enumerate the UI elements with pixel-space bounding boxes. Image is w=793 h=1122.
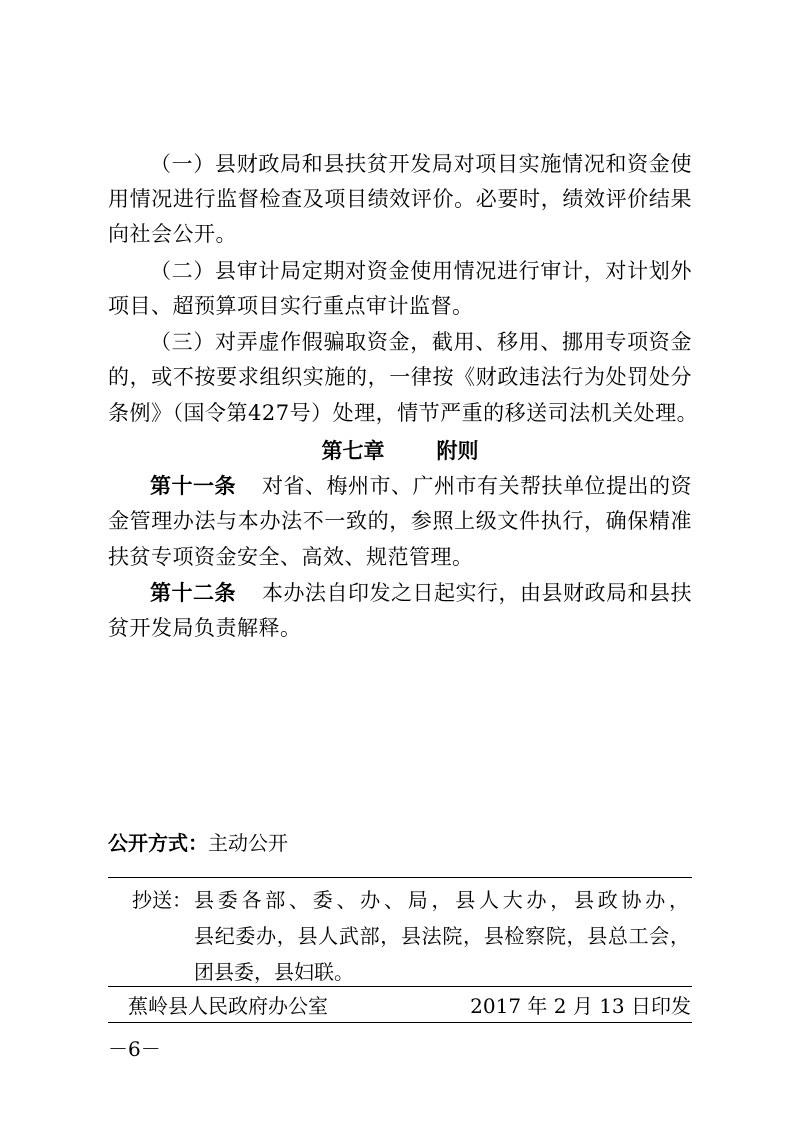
- chapter-number: 第七章: [321, 439, 385, 463]
- footer-bottom-rule: [108, 1022, 692, 1023]
- disclosure-value: 主动公开: [208, 831, 288, 855]
- article11-line3: 扶贫专项资金安全、高效、规范管理。: [108, 545, 474, 569]
- chapter-heading: [108, 434, 692, 468]
- article11-text1: 对省、梅州市、广州市有关帮扶单位提出的资: [262, 474, 692, 498]
- item1-line1: （一）县财政局和县扶贫开发局对项目实施情况和资金使: [150, 152, 692, 176]
- item1-line2: 用情况进行监督检查及项目绩效评价。必要时，绩效评价结果: [108, 187, 692, 211]
- item1-line3: 向社会公开。: [108, 222, 237, 246]
- item2-line2: 项目、超预算项目实行重点审计监督。: [108, 294, 474, 318]
- disclosure-label: 公开方式：: [108, 831, 208, 855]
- item3-line1: （三）对弄虚作假骗取资金，截用、移用、挪用专项资金: [150, 330, 692, 354]
- cc-line3: 团县委，县妇联。: [194, 960, 354, 984]
- item2-line1: （二）县审计局定期对资金使用情况进行审计，对计划外: [150, 259, 692, 283]
- article11-line2: 金管理办法与本办法不一致的，参照上级文件执行，确保精准: [108, 509, 692, 533]
- disclosure: [108, 826, 288, 860]
- article11-label: 第十一条: [150, 474, 236, 498]
- item3-line3: 条例》（国令第427号）处理，情节严重的移送司法机关处理。: [108, 401, 699, 425]
- article12-line1: [150, 576, 692, 610]
- chapter-title: 附则: [436, 439, 479, 463]
- page-number: －6－: [108, 1037, 161, 1061]
- cc-top-rule: [108, 877, 692, 878]
- article12-text1: 本办法自印发之日起实行，由县财政局和县扶: [262, 581, 692, 605]
- article12-line2: 贫开发局负责解释。: [108, 616, 302, 640]
- article12-label: 第十二条: [150, 581, 236, 605]
- cc-line1: 县委各部、委、办、局，县人大办，县政协办，: [194, 888, 690, 912]
- issue-date: 2017 年 2 月 13 日印发: [470, 994, 691, 1018]
- article11-line1: [150, 469, 692, 503]
- issuer: 蕉岭县人民政府办公室: [128, 994, 328, 1018]
- cc-bottom-rule: [108, 986, 692, 987]
- item3-line2: 的，或不按要求组织实施的，一律按《财政违法行为处罚处分: [108, 365, 692, 389]
- cc-line2: 县纪委办，县人武部，县法院，县检察院，县总工会，: [194, 924, 690, 948]
- cc-label: 抄送：: [132, 888, 192, 912]
